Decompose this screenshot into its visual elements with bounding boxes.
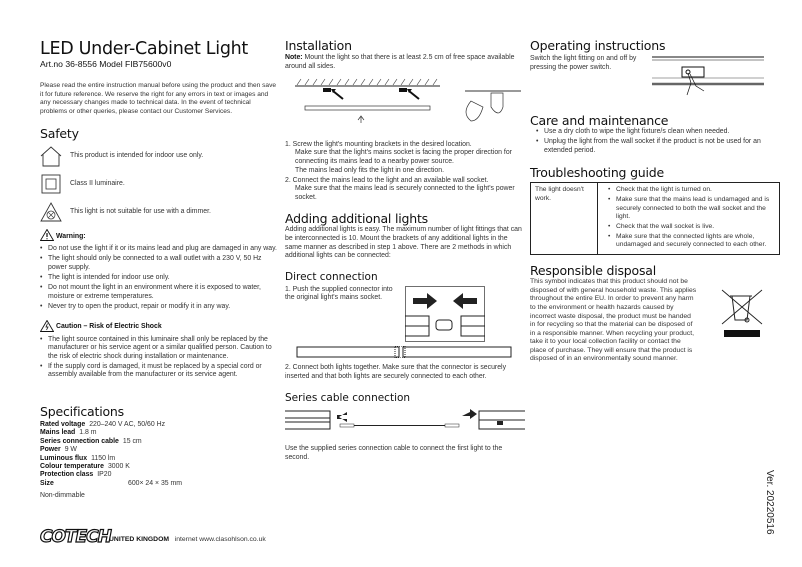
list-item: • Use a dry cloth to wipe the light fixture/s clean when needed. <box>530 128 782 137</box>
operating-text: Switch the light fitting on and off by pressing the power switch. <box>530 55 637 71</box>
symbol-class2 <box>40 173 278 195</box>
spec-row: Colour temperature 3000 K <box>40 463 130 471</box>
troubleshooting-heading: Troubleshooting guide <box>530 165 665 181</box>
list-item: • Unplug the light from the wall socket if the product is not be used for an extended period. <box>530 138 782 155</box>
page-title: LED Under-Cabinet Light <box>40 39 248 59</box>
symbol-no-dimmer <box>40 201 278 223</box>
safety-heading: Safety <box>40 126 79 142</box>
symbol-text: Class II luminaire. <box>70 180 125 188</box>
electric-shock-icon <box>40 320 54 332</box>
spec-row: Rated voltage 220–240 V AC, 50/60 Hz <box>40 421 166 428</box>
care-list <box>530 128 782 155</box>
list-item: • Do not use the light if it or its mains lead and plug are damaged in any way. <box>40 245 278 254</box>
list-item: • The light source contained in this luminaire shall only be replaced by the manufacturer or his service agent or a similar qualified person. Caution to the risk of electric shock during installation or maintenance. <box>40 336 278 362</box>
list-item: • The light should only be connected to a wall outlet with a 230 V, 50 Hz power supply. <box>40 255 278 272</box>
installation-heading: Installation <box>285 38 352 53</box>
series-text: Use the supplied series connection cable to connect the first light to the second. <box>285 445 503 461</box>
brand-logo: COTECH <box>40 527 111 547</box>
spec-row: Luminous flux 1150 lm <box>40 454 116 462</box>
specifications <box>40 404 278 501</box>
caution-label: Caution – Risk of Electric Shock <box>56 322 162 330</box>
disposal-text: This symbol indicates that this product should not be disposed of with general household waste. This applies throughout the entire EU. In order to prevent any harm to the environment or health hazards caused by incorrect waste disposal, the product must be handed in for recycling so that the material can be disposed of in a responsible manner. When recycling your product, take it to your local collection facility or contact the place of purchase. They will ensure that the product is disposed of in an environmentally sound manner. <box>530 278 697 363</box>
column-left <box>40 39 278 382</box>
column-right <box>530 38 782 364</box>
installation-steps <box>285 141 525 203</box>
connected-lights-illustration <box>285 346 513 358</box>
class-ii-icon <box>40 173 62 195</box>
caution-title <box>40 320 278 332</box>
spec-note: Non-dimmable <box>40 492 85 500</box>
specs-heading: Specifications <box>40 404 124 419</box>
mounting-illustration <box>285 75 525 135</box>
warning-icon <box>40 229 54 241</box>
symbol-indoor <box>40 145 278 167</box>
installation-section <box>285 38 525 462</box>
version-label: Ver. 20220516 <box>764 470 775 535</box>
warning-label: Warning: <box>56 232 86 240</box>
symbol-text: This light is not suitable for use with a dimmer. <box>70 208 211 216</box>
operating-heading: Operating instructions <box>530 38 666 53</box>
spec-row: Power 9 W <box>40 446 77 454</box>
direct-step-1: 1. Push the supplied connector into the original light's mains socket. <box>285 285 393 302</box>
step: 1. Screw the light's mounting brackets in the desired location. Make sure that the light's mains socket is facing the proper direction for connecting its mains lead to a nearby power source. The mains lead only fits the light in one direction. <box>285 140 512 174</box>
solutions-cell: • Check that the light is turned on. • Make sure that the mains lead is undamaged and is securely connected to both the wall socket and the light. • Check that the wall socket is live. • Make sure that the connected lights are whole, undamaged and securely connected to each other. <box>598 183 780 255</box>
adding-text: Adding additional lights is easy. The maximum number of light fittings that can be interconnected is 10. Mount the brackets of any additional lights in the same manner as described in step 1 above. There are 2 methods in which additional lights can be connected: <box>285 226 522 260</box>
disposal-heading: Responsible disposal <box>530 263 657 279</box>
spec-row: Series connection cable 15 cm <box>40 437 142 445</box>
step: 2. Connect the mains lead to the light and an available wall socket. Make sure that the mains lead is securely connected to the light's power socket. <box>285 176 515 201</box>
adding-heading: Adding additional lights <box>285 211 428 227</box>
list-item: • Never try to open the product, repair or modify it in any way. <box>40 303 278 312</box>
symbol-text: This product is intended for indoor use only. <box>70 152 204 160</box>
troubleshooting-table <box>530 182 780 255</box>
list-item: • Do not mount the light in an environment where it is exposed to water, moisture or extreme temperatures. <box>40 284 278 301</box>
footer-contact: UNITED KINGDOM internet www.clasohlson.co.uk <box>109 536 266 543</box>
no-dimmer-icon <box>40 201 62 223</box>
warning-list <box>40 245 278 311</box>
article-number: Art.no 36-8556 Model FIB75600v0 <box>40 59 172 69</box>
problem-cell: The light doesn't work. <box>531 183 598 255</box>
house-icon <box>40 145 62 167</box>
spec-row: Mains lead 1.8 m <box>40 429 97 437</box>
series-heading: Series cable connection <box>285 391 411 404</box>
series-cable-illustration <box>285 408 525 430</box>
list-item: • The light is intended for indoor use only. <box>40 274 278 283</box>
power-switch-illustration <box>652 53 764 99</box>
list-item: • If the supply cord is damaged, it must be replaced by a special cord or assembly available from the manufacturer or its service agent. <box>40 363 278 380</box>
care-heading: Care and maintenance <box>530 113 669 128</box>
intro-text: Please read the entire instruction manual before using the product and then save it for future reference. We reserve the right for any errors in text or images and any necessary changes made to technical data. In the event of technical problems or other queries, please contact our Customer Services. <box>40 82 277 115</box>
direct-heading: Direct connection <box>285 270 378 283</box>
caution-list <box>40 336 278 380</box>
warning-title <box>40 229 278 241</box>
weee-bin-icon <box>720 288 764 340</box>
direct-step-2: 2. Connect both lights together. Make sure that the connector is securely inserted and that both lights are securely connected to each other. <box>285 364 507 380</box>
connector-illustration <box>405 286 485 342</box>
note-label: Note: <box>285 54 303 61</box>
spec-row: Size 600× 24 × 35 mm <box>40 479 183 487</box>
note-text: Mount the light so that there is at least 2.5 cm of free space available around all sides. <box>285 54 515 70</box>
spec-row: Protection class IP20 <box>40 471 112 479</box>
